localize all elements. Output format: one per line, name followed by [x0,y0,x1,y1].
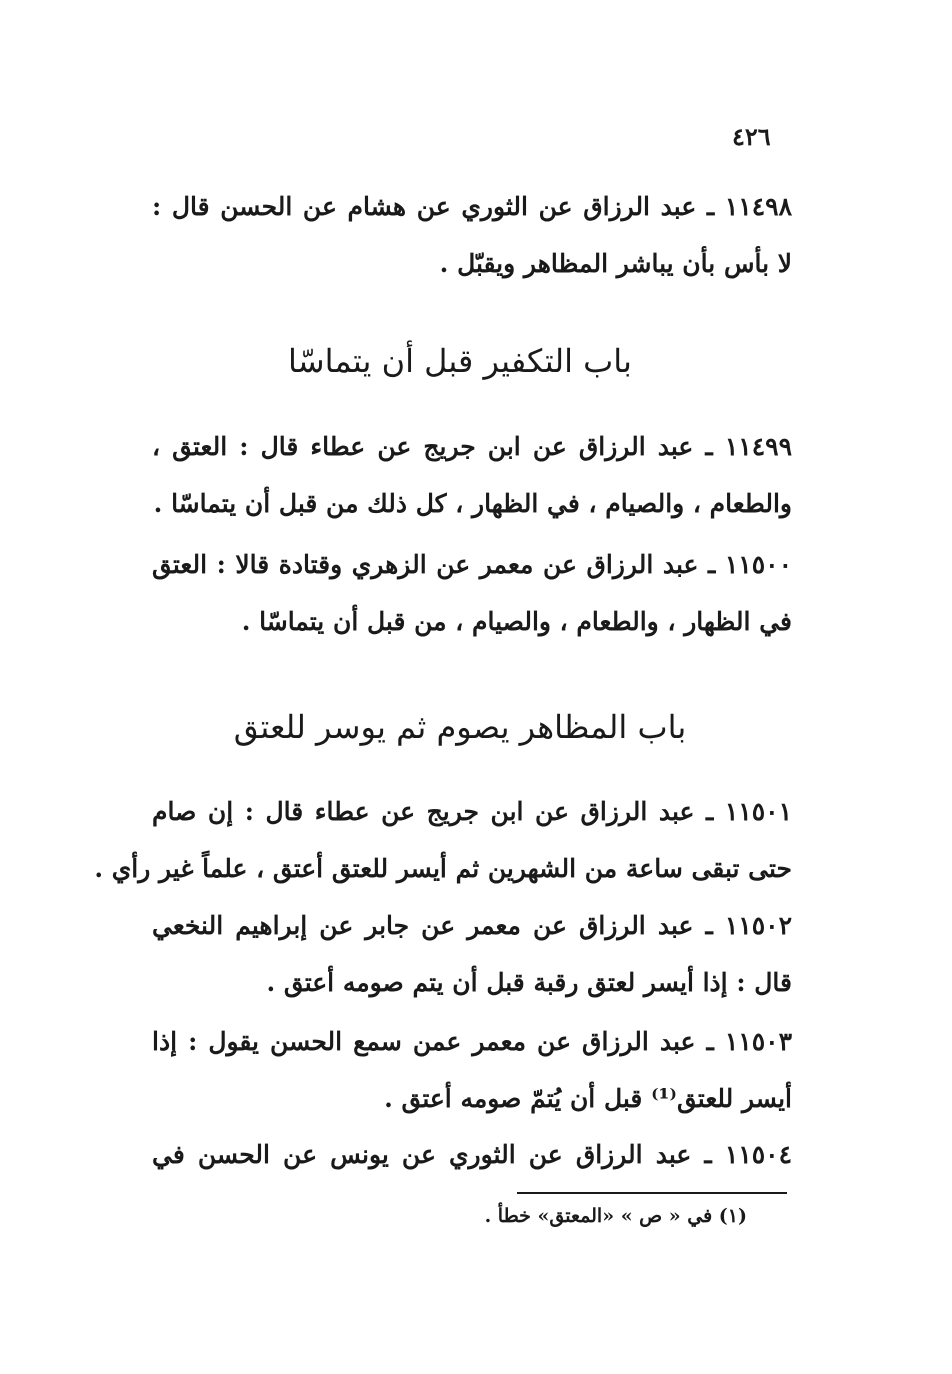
entry-line: أيسر للعتق⁽¹⁾ قبل أن يُتمّ صومه أعتق . [384,1084,792,1113]
entry-line: لا بأس بأن يباشر المظاهر ويقبّل . [439,249,792,278]
entry-line: في الظهار ، والطعام ، والصيام ، من قبل أن يتماسّا . [241,607,792,636]
entry-line: ١١٤٩٨ ـ عبد الرزاق عن الثوري عن هشام عن الحسن قال : [152,192,792,221]
entry-line: ١١٥٠٤ ـ عبد الرزاق عن الثوري عن يونس عن الحسن في [152,1140,792,1169]
entry-line: ١١٥٠٢ ـ عبد الرزاق عن معمر عن جابر عن إبراهيم النخعي [152,911,792,940]
hadith-entry-11499 [152,418,792,532]
entry-line: ١١٥٠١ ـ عبد الرزاق عن ابن جريج عن عطاء قال : إن صام [152,797,792,826]
hadith-entry-11501 [94,783,792,897]
hadith-entry-11502 [152,897,792,1011]
hadith-entry-11500 [152,536,792,650]
hadith-entry-11498 [152,178,792,292]
page-number: ٤٢٦ [732,122,771,151]
hadith-entry-11503 [152,1013,792,1127]
entry-line: حتى تبقى ساعة من الشهرين ثم أيسر للعتق أعتق ، علماً غير رأي . [94,854,792,883]
entry-line: والطعام ، والصيام ، في الظهار ، كل ذلك من قبل أن يتماسّا . [153,489,792,518]
footnote-divider [517,1192,787,1194]
hadith-entry-11504 [152,1126,792,1183]
entry-line: ١١٥٠٣ ـ عبد الرزاق عن معمر عمن سمع الحسن يقول : إذا [152,1027,792,1056]
entry-line: ١١٥٠٠ ـ عبد الرزاق عن معمر عن الزهري وقتادة قالا : العتق [152,550,792,579]
entry-line: قال : إذا أيسر لعتق رقبة قبل أن يتم صومه أعتق . [266,968,792,997]
chapter-heading-expiation: باب التكفير قبل أن يتماسّا [288,342,632,380]
footnote: (١) في « ص » «المعتق» خطأ . [484,1205,747,1227]
entry-line: ١١٤٩٩ ـ عبد الرزاق عن ابن جريج عن عطاء قال : العتق ، [152,432,792,461]
chapter-heading-fasting: باب المظاهر يصوم ثم يوسر للعتق [233,708,687,746]
